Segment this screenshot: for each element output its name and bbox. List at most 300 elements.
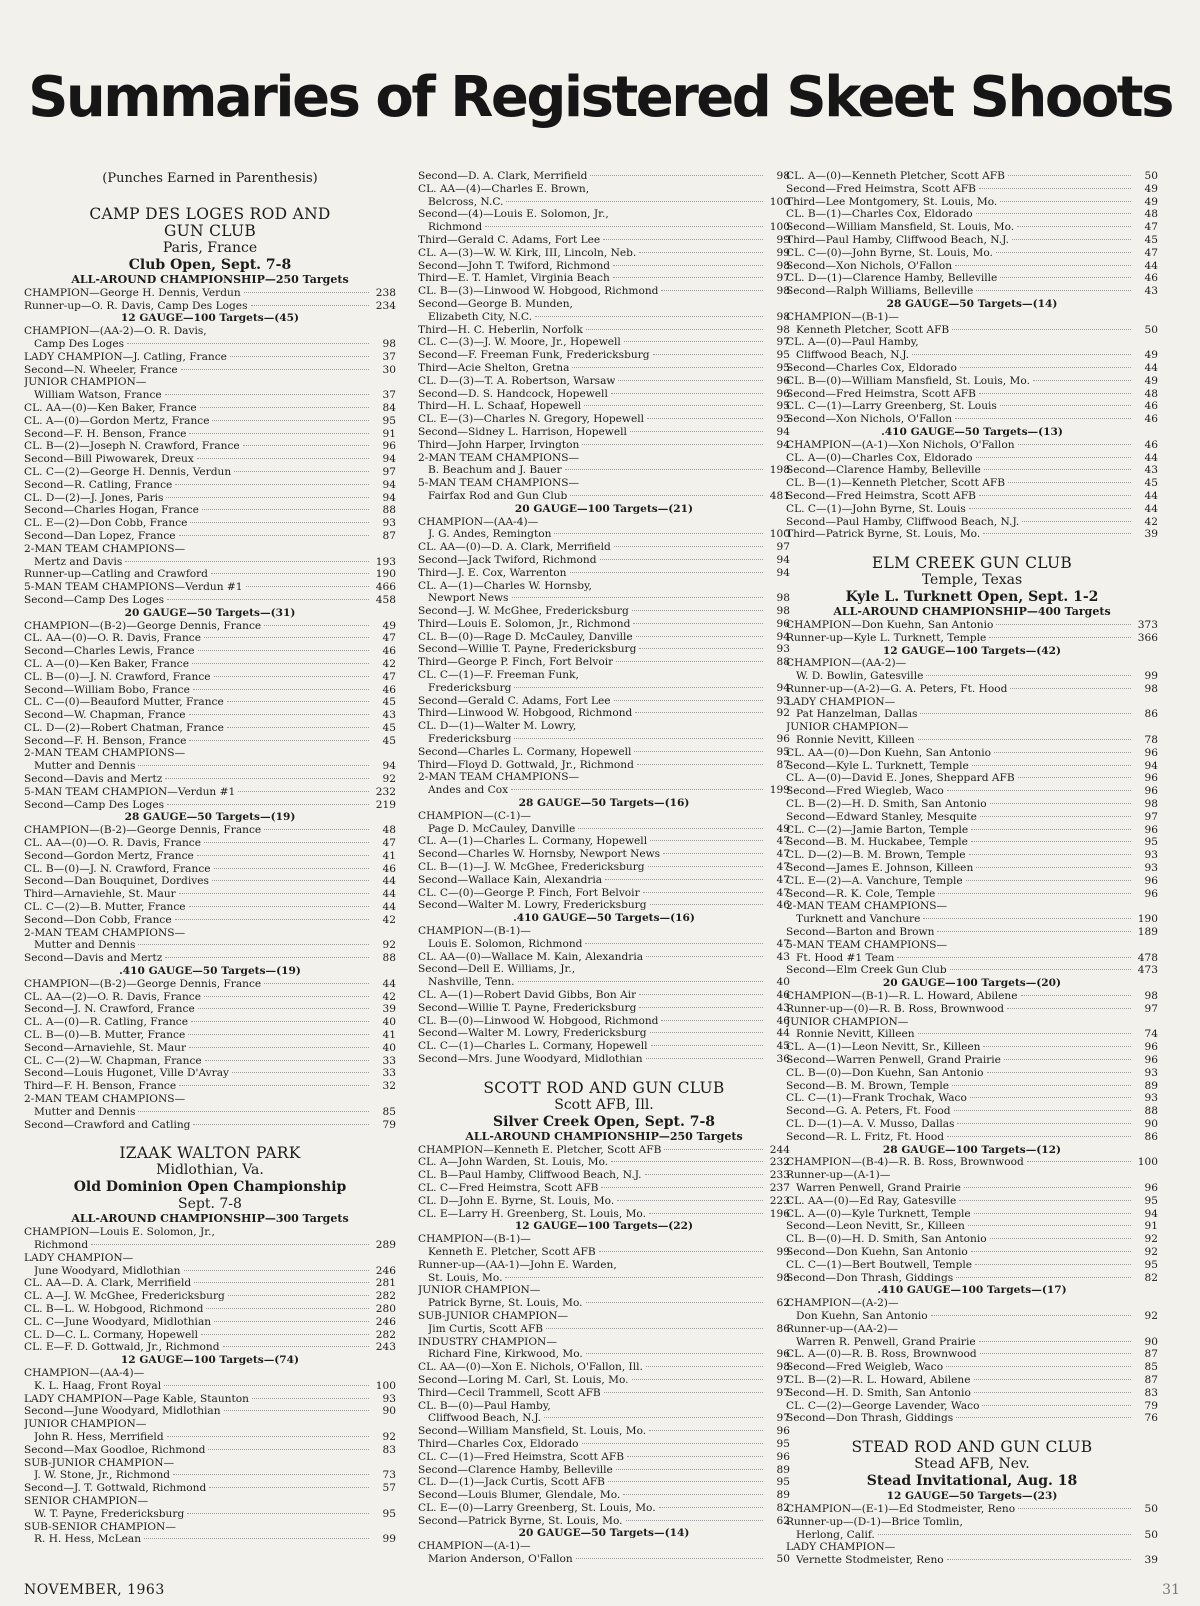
entry-text: Second—Mrs. June Woodyard, Midlothian: [418, 1052, 643, 1065]
dot-leader: [167, 1436, 369, 1437]
result-line: [786, 888, 1158, 901]
entry-text: CL. E—(2)—A. Vanchure, Temple: [786, 874, 963, 887]
result-line: [24, 1290, 396, 1303]
result-line: [418, 605, 790, 618]
entry-text: Second—John T. Twiford, Richmond: [418, 259, 611, 272]
result-line: [786, 683, 1158, 696]
entry-text: June Woodyard, Midlothian: [34, 1264, 181, 1277]
entry-text: Second—Louis Hugonet, Ville D'Avray: [24, 1067, 230, 1080]
score-value: 49: [776, 822, 790, 835]
result-line: [418, 1040, 790, 1053]
result-line: [418, 810, 790, 823]
score-value: 289: [375, 1238, 396, 1251]
dot-leader: [897, 957, 1131, 958]
entry-text: .410 GAUGE—100 Targets—(17): [877, 1284, 1067, 1297]
entry-text: Second—William Bobo, France: [24, 683, 190, 696]
result-line: [786, 439, 1158, 452]
result-line: [24, 1067, 396, 1080]
score-value: 473: [1137, 964, 1158, 977]
score-value: 94: [776, 553, 790, 566]
result-line: [786, 734, 1158, 747]
entry-text: Second—H. D. Smith, San Antonio: [786, 1386, 971, 1399]
result-line: [418, 1425, 790, 1438]
result-line: [24, 479, 396, 492]
score-value: 74: [1144, 1028, 1158, 1041]
result-line: [24, 1521, 396, 1534]
score-value: 100: [769, 528, 790, 541]
entry-text: CL. D—(3)—T. A. Robertson, Warsaw: [418, 374, 616, 387]
score-value: 47: [776, 848, 790, 861]
score-value: 98: [776, 1271, 790, 1284]
result-line: [786, 798, 1158, 811]
result-line: [786, 490, 1158, 503]
entry-text: Second—Warren Penwell, Grand Prairie: [786, 1054, 1001, 1066]
result-line: [24, 300, 396, 313]
result-line: [786, 247, 1158, 260]
result-line: [418, 656, 790, 669]
entry-text: Second—Jack Twiford, Richmond: [418, 553, 597, 566]
entry-text: 2-MAN TEAM CHAMPIONS—: [418, 771, 580, 784]
entry-text: SUB-JUNIOR CHAMPION—: [418, 1309, 569, 1322]
result-line: [786, 1259, 1158, 1272]
entry-text: Runner-up—(A-1)—: [786, 1169, 891, 1182]
score-value: 93: [1144, 1066, 1158, 1079]
dot-leader: [611, 1161, 763, 1162]
dot-leader: [193, 689, 369, 690]
entry-text: GUN CLUB: [163, 223, 257, 240]
score-value: 82: [1144, 1271, 1158, 1284]
dot-leader: [244, 292, 369, 293]
entry-text: Third—E. T. Hamlet, Virginia Beach: [418, 272, 610, 285]
score-value: 98: [1144, 682, 1158, 695]
score-value: 40: [382, 1041, 396, 1054]
result-line: [418, 963, 790, 976]
score-value: 46: [776, 989, 790, 1001]
entry-text: Second—Xon Nichols, O'Fallon: [786, 259, 953, 272]
score-value: 46: [776, 1014, 790, 1027]
entry-text: JUNIOR CHAMPION—: [418, 1284, 541, 1297]
dot-leader: [214, 868, 369, 869]
result-line: [786, 670, 1158, 683]
section-gap: [418, 1066, 790, 1080]
result-line: [786, 324, 1158, 337]
dot-leader: [982, 1405, 1131, 1406]
score-value: 92: [382, 1430, 396, 1443]
score-value: 40: [382, 1016, 396, 1029]
result-line: [24, 760, 396, 773]
result-line: [24, 722, 396, 735]
result-line: [786, 1067, 1158, 1080]
dot-leader: [614, 546, 763, 547]
result-line: [786, 760, 1158, 773]
result-line: [24, 581, 396, 594]
result-line: [24, 376, 396, 389]
dot-leader: [506, 201, 763, 202]
dot-leader: [224, 1410, 369, 1411]
dot-leader: [663, 853, 763, 854]
entry-text: CHAMPION—(AA-2)—O. R. Davis,: [24, 325, 207, 338]
entry-text: LADY CHAMPION—: [24, 1251, 134, 1264]
entry-text: Second—Leon Nevitt, Sr., Killeen: [786, 1220, 965, 1233]
entry-text: CL. C—(2)—Jamie Barton, Temple: [786, 823, 969, 836]
entry-text: 20 GAUGE—50 Targets—(14): [518, 1527, 690, 1540]
score-value: 223: [769, 1194, 790, 1207]
entry-text: Second—G. A. Peters, Ft. Food: [786, 1105, 951, 1118]
score-value: 90: [1144, 1335, 1158, 1348]
dot-leader: [990, 1238, 1131, 1239]
score-value: 96: [1144, 785, 1158, 798]
result-line: [418, 1027, 790, 1040]
entry-text: CL. C—Fred Heimstra, Scott AFB: [418, 1181, 599, 1194]
dot-leader: [209, 1487, 369, 1488]
entry-text: Mutter and Dennis: [34, 760, 136, 773]
dot-leader: [964, 1187, 1131, 1188]
entry-text: Midlothian, Va.: [156, 1162, 264, 1179]
result-line: [418, 490, 790, 503]
entry-text: CL. D—(1)—Walter M. Lowry,: [418, 720, 577, 733]
dot-leader: [1008, 482, 1131, 483]
result-line: [418, 951, 790, 964]
dot-leader: [586, 1302, 763, 1303]
entry-text: Second—Charles W. Hornsby, Newport News: [418, 848, 661, 861]
entry-text: 2-MAN TEAM CHAMPIONS—: [786, 900, 948, 913]
score-value: 62: [776, 1514, 790, 1527]
dot-leader: [661, 290, 763, 291]
entry-text: Third—Floyd D. Gottwald, Jr., Richmond: [418, 758, 634, 771]
dot-leader: [585, 943, 763, 944]
dot-leader: [645, 1174, 764, 1175]
dot-leader: [188, 1034, 369, 1035]
score-value: 44: [1144, 361, 1158, 374]
score-value: 97: [1144, 1002, 1158, 1015]
result-line: [786, 1323, 1158, 1336]
dot-leader: [166, 497, 369, 498]
dot-leader: [189, 906, 369, 907]
score-value: 88: [382, 504, 396, 517]
dot-leader: [990, 803, 1131, 804]
dot-leader: [570, 495, 763, 496]
entry-text: CL. E—Larry H. Greenberg, St. Louis, Mo.: [418, 1207, 646, 1220]
entry-text: CL. B—(1)—Kenneth Pletcher, Scott AFB: [786, 477, 1006, 490]
score-value: 97: [776, 336, 790, 349]
entry-text: Warren R. Penwell, Grand Prairie: [796, 1335, 976, 1348]
dot-leader: [974, 1213, 1131, 1214]
entry-text: CL. B—L. W. Hobgood, Richmond: [24, 1302, 204, 1315]
result-line: [418, 247, 790, 260]
result-line: [418, 1272, 790, 1285]
result-line: [418, 1284, 790, 1297]
dot-leader: [165, 394, 369, 395]
dot-leader: [1000, 201, 1131, 202]
dot-leader: [633, 623, 763, 624]
result-line: [786, 183, 1158, 196]
result-line: [786, 721, 1158, 734]
score-value: 73: [382, 1469, 396, 1482]
dot-leader: [514, 687, 763, 688]
dot-leader: [632, 1379, 763, 1380]
dot-leader: [165, 778, 369, 779]
entry-text: Second—Paul Hamby, Cliffwood Beach, N.J.: [786, 515, 1020, 528]
score-value: 88: [1144, 1105, 1158, 1118]
score-value: 43: [382, 709, 396, 722]
entry-text: ALL-AROUND CHAMPIONSHIP—250 Targets: [465, 1130, 743, 1143]
result-line: [24, 888, 396, 901]
score-value: 282: [375, 1328, 396, 1341]
score-value: 47: [776, 937, 790, 950]
entry-text: Second—Loring M. Carl, St. Louis, Mo.: [418, 1373, 629, 1386]
entry-text: CHAMPION—(B-1)—: [786, 310, 899, 323]
score-value: 44: [382, 901, 396, 914]
gauge-heading: [24, 607, 396, 620]
entry-text: Ronnie Nevitt, Killeen: [796, 1028, 915, 1041]
issue-date: NOVEMBER, 1963: [24, 1582, 165, 1598]
score-value: 94: [776, 438, 790, 451]
entry-text: CL. B—(1)—J. W. McGhee, Fredericksburg: [418, 861, 645, 874]
result-line: [418, 375, 790, 388]
entry-text: 12 GAUGE—50 Targets—(23): [886, 1490, 1058, 1503]
dot-leader: [632, 610, 763, 611]
result-line: [24, 1341, 396, 1354]
result-line: [24, 684, 396, 697]
result-line: [786, 913, 1158, 926]
entry-text: Third—Gerald C. Adams, Fort Lee: [418, 233, 601, 246]
entry-text: Second—Gordon Mertz, France: [24, 849, 194, 862]
result-line: [418, 861, 790, 874]
entry-text: .410 GAUGE—50 Targets—(16): [513, 912, 695, 925]
club-location: [24, 240, 396, 257]
entry-text: Second—James E. Johnson, Killeen: [786, 862, 974, 875]
dot-leader: [627, 1456, 763, 1457]
result-line: [418, 1348, 790, 1361]
score-value: 96: [382, 440, 396, 453]
score-value: 46: [776, 899, 790, 912]
gauge-heading: [418, 1527, 790, 1540]
score-value: 97: [776, 272, 790, 285]
dot-leader: [974, 1392, 1131, 1393]
score-value: 50: [1144, 170, 1158, 182]
result-line: [786, 875, 1158, 888]
dot-leader: [246, 586, 369, 587]
dot-leader: [197, 855, 369, 856]
entry-text: Second—Xon Nichols, O'Fallon: [786, 413, 953, 426]
dot-leader: [601, 1187, 763, 1188]
entry-text: CL. D—John E. Byrne, St. Louis, Mo.: [418, 1194, 615, 1207]
dot-leader: [649, 1213, 763, 1214]
result-line: [24, 1029, 396, 1042]
dot-leader: [661, 1020, 763, 1021]
gauge-heading: [786, 1490, 1158, 1503]
entry-text: SUB-JUNIOR CHAMPION—: [24, 1456, 175, 1469]
entry-text: 2-MAN TEAM CHAMPIONS—: [24, 747, 186, 760]
entry-text: CL. A—J. W. McGhee, Fredericksburg: [24, 1290, 225, 1303]
entry-text: CL. B—(2)—R. L. Howard, Abilene: [786, 1373, 971, 1386]
entry-text: Third—Paul Hamby, Cliffwood Beach, N.J.: [786, 233, 1009, 246]
dot-leader: [608, 1481, 763, 1482]
score-value: 100: [769, 195, 790, 208]
dot-leader: [189, 433, 369, 434]
dot-leader: [974, 1379, 1132, 1380]
entry-text: SCOTT ROD AND GUN CLUB: [483, 1079, 725, 1097]
club-name: [786, 555, 1158, 572]
score-value: 96: [1144, 823, 1158, 836]
entry-text: LADY CHAMPION—Page Kable, Staunton: [24, 1392, 249, 1405]
result-line: [786, 1374, 1158, 1387]
entry-text: Second—Fred Heimstra, Scott AFB: [786, 489, 976, 502]
score-value: 42: [1144, 515, 1158, 528]
entry-text: CL. D—(1)—A. V. Musso, Dallas: [786, 1117, 955, 1130]
entry-text: B. Beachum and J. Bauer: [428, 464, 562, 477]
entry-text: Second—Camp Des Loges: [24, 798, 165, 811]
score-value: 92: [1144, 1233, 1158, 1246]
result-line: [786, 272, 1158, 285]
result-line: [786, 388, 1158, 401]
entry-text: Stead AFB, Nev.: [914, 1456, 1030, 1473]
result-line: [418, 695, 790, 708]
entry-text: CL. C—(2)—W. Chapman, France: [24, 1054, 202, 1067]
dot-leader: [1018, 444, 1131, 445]
result-line: [24, 901, 396, 914]
score-value: 44: [382, 888, 396, 901]
gauge-heading: [786, 298, 1158, 311]
result-line: [24, 709, 396, 722]
result-line: [418, 221, 790, 234]
result-line: [786, 747, 1158, 760]
result-line: [418, 1208, 790, 1221]
entry-text: CHAMPION—(AA-4)—: [24, 1366, 145, 1379]
entry-text: Second—Crawford and Catling: [24, 1118, 191, 1131]
result-line: [418, 938, 790, 951]
section-gap: [24, 1131, 396, 1145]
result-line: [786, 1503, 1158, 1516]
dot-leader: [613, 265, 763, 266]
score-value: 99: [1144, 670, 1158, 683]
entry-text: R. H. Hess, McLean: [34, 1533, 142, 1546]
score-value: 219: [375, 798, 396, 811]
result-line: [418, 1387, 790, 1400]
result-line: [786, 221, 1158, 234]
entry-text: CL. E—F. D. Gottwald, Jr., Richmond: [24, 1341, 220, 1354]
score-value: 88: [382, 952, 396, 965]
score-value: 86: [776, 1322, 790, 1335]
score-value: 47: [382, 837, 396, 850]
gauge-heading: [24, 965, 396, 978]
dot-leader: [1021, 995, 1132, 996]
entry-text: CHAMPION—Kenneth E. Pletcher, Scott AFB: [418, 1143, 662, 1156]
dot-leader: [234, 471, 369, 472]
score-value: 98: [776, 170, 790, 182]
dot-leader: [604, 1392, 763, 1393]
dot-leader: [1010, 688, 1131, 689]
result-line: [786, 785, 1158, 798]
section-heading: [24, 274, 396, 287]
score-value: 37: [382, 389, 396, 402]
score-value: 48: [1144, 387, 1158, 400]
entry-text: CHAMPION—Don Kuehn, San Antonio: [786, 618, 994, 631]
entry-text: Second—B. M. Huckabee, Temple: [786, 836, 968, 849]
dot-leader: [994, 752, 1131, 753]
entry-text: Third—Linwood W. Hobgood, Richmond: [418, 707, 633, 720]
club-name: [24, 206, 396, 223]
dot-leader: [959, 1200, 1131, 1201]
result-line: [786, 170, 1158, 183]
dot-leader: [636, 636, 763, 637]
score-value: 39: [1144, 1554, 1158, 1567]
result-line: [786, 990, 1158, 1003]
score-value: 45: [1144, 233, 1158, 246]
score-value: 481: [769, 489, 790, 502]
dot-leader: [971, 841, 1131, 842]
score-value: 98: [776, 605, 790, 618]
entry-text: Second—Fred Heimstra, Scott AFB: [786, 182, 976, 195]
score-value: 87: [776, 758, 790, 771]
result-line: [24, 786, 396, 799]
result-line: [24, 1119, 396, 1132]
result-line: [418, 298, 790, 311]
dot-leader: [970, 1097, 1131, 1098]
gauge-heading: [786, 1284, 1158, 1297]
entry-text: Third—Lee Montgomery, St. Louis, Mo.: [786, 195, 998, 208]
score-value: 96: [776, 1450, 790, 1463]
result-line: [418, 1489, 790, 1502]
dot-leader: [565, 469, 763, 470]
result-line: [786, 1529, 1158, 1542]
dot-leader: [204, 637, 369, 638]
dot-leader: [976, 290, 1131, 291]
score-value: 44: [1144, 502, 1158, 515]
score-value: 94: [776, 681, 790, 694]
dot-leader: [947, 790, 1131, 791]
result-line: [786, 1182, 1158, 1195]
entry-text: CL. A—(3)—W. W. Kirk, III, Lincoln, Neb.: [418, 246, 637, 259]
dot-leader: [582, 1443, 764, 1444]
score-value: 98: [382, 337, 396, 350]
entry-text: Third—F. H. Benson, France: [24, 1080, 177, 1093]
result-line: [786, 964, 1158, 977]
dot-leader: [125, 561, 369, 562]
score-value: 95: [382, 1507, 396, 1520]
entry-text: Second—Don Kuehn, San Antonio: [786, 1245, 968, 1258]
result-line: [418, 336, 790, 349]
score-value: 89: [1144, 1079, 1158, 1092]
result-line: [786, 1080, 1158, 1093]
result-line: [418, 746, 790, 759]
entry-text: LADY CHAMPION—J. Catling, France: [24, 350, 227, 363]
score-value: 85: [1144, 1361, 1158, 1374]
result-line: [24, 1316, 396, 1329]
dot-leader: [950, 969, 1131, 970]
result-line: [24, 824, 396, 837]
dot-leader: [952, 1085, 1131, 1086]
dot-leader: [599, 1251, 763, 1252]
entry-text: 2-MAN TEAM CHAMPIONS—: [24, 542, 186, 555]
result-line: [24, 530, 396, 543]
score-value: 96: [1144, 874, 1158, 887]
result-line: [786, 528, 1158, 541]
dot-leader: [91, 1244, 369, 1245]
dot-leader: [639, 648, 763, 649]
entry-text: Second—Edward Stanley, Mesquite: [786, 810, 977, 823]
dot-leader: [605, 879, 763, 880]
result-line: [418, 835, 790, 848]
dot-leader: [955, 265, 1131, 266]
result-line: [24, 1226, 396, 1239]
result-line: [786, 657, 1158, 670]
dot-leader: [1018, 777, 1131, 778]
entry-text: Runner-up—(A-2)—G. A. Peters, Ft. Hood: [786, 682, 1008, 695]
score-value: 90: [1144, 1117, 1158, 1130]
score-value: 93: [776, 643, 790, 656]
result-line: [24, 1380, 396, 1393]
